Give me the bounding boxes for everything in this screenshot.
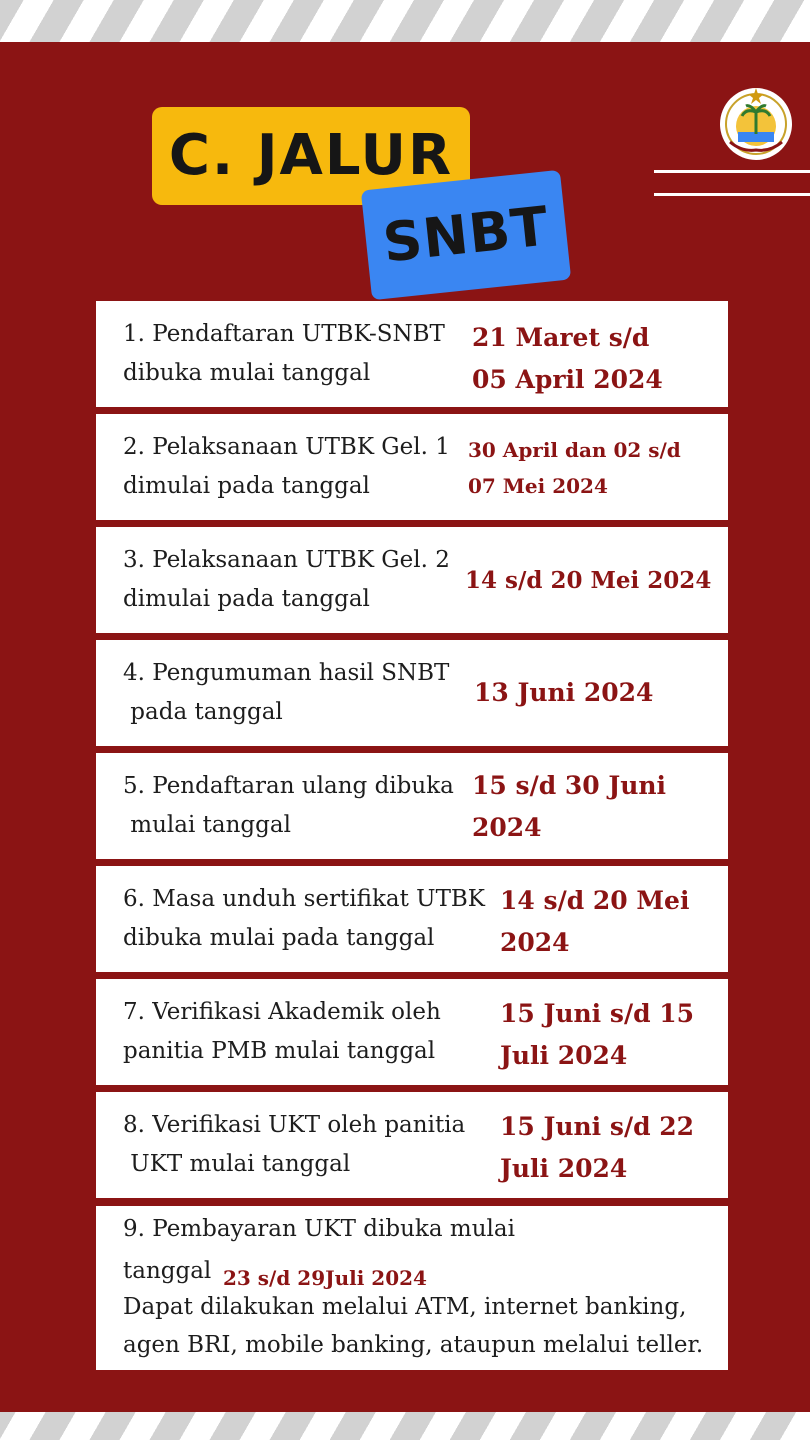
payment-note-line1: Dapat dilakukan melalui ATM, internet banking, bbox=[123, 1294, 687, 1320]
schedule-row-9 bbox=[96, 1206, 728, 1370]
row-label: 1. Pendaftaran UTBK-SNBT dibuka mulai tanggal bbox=[123, 321, 445, 386]
row-date: 13 Juni 2024 bbox=[474, 678, 654, 707]
title-jalur: C. JALUR bbox=[152, 107, 470, 205]
row-label: 8. Verifikasi UKT oleh panitia UKT mulai tanggal bbox=[123, 1112, 466, 1177]
top-stripe-border bbox=[0, 0, 810, 42]
schedule-row-8 bbox=[96, 1092, 728, 1198]
schedule-row-5 bbox=[96, 753, 728, 859]
payment-note-line2: agen BRI, mobile banking, ataupun melalui teller. bbox=[123, 1332, 704, 1358]
row-label-line1: 9. Pembayaran UKT dibuka mulai bbox=[123, 1216, 515, 1242]
schedule-row-1 bbox=[96, 301, 728, 407]
title-snbt: SNBT bbox=[361, 170, 571, 300]
university-emblem-icon bbox=[716, 82, 796, 162]
row-date: 15 s/d 30 Juni 2024 bbox=[472, 771, 667, 842]
schedule-row-3 bbox=[96, 527, 728, 633]
row-date: 23 s/d 29Juli 2024 bbox=[223, 1266, 427, 1290]
schedule-row-2 bbox=[96, 414, 728, 520]
row-date: 14 s/d 20 Mei 2024 bbox=[465, 567, 712, 594]
schedule-row-6 bbox=[96, 866, 728, 972]
row-date: 14 s/d 20 Mei 2024 bbox=[500, 886, 690, 957]
row-date: 30 April dan 02 s/d 07 Mei 2024 bbox=[468, 438, 681, 498]
decorative-line bbox=[654, 193, 810, 196]
row-date: 21 Maret s/d 05 April 2024 bbox=[472, 323, 663, 394]
schedule-row-7 bbox=[96, 979, 728, 1085]
bottom-stripe-border bbox=[0, 1412, 810, 1440]
decorative-line bbox=[654, 170, 810, 173]
row-label-line2: tanggal bbox=[123, 1258, 212, 1284]
row-label: 6. Masa unduh sertifikat UTBK dibuka mulai pada tanggal bbox=[123, 886, 485, 951]
row-date: 15 Juni s/d 22 Juli 2024 bbox=[500, 1112, 695, 1183]
row-label: 7. Verifikasi Akademik oleh panitia PMB mulai tanggal bbox=[123, 999, 441, 1064]
row-label: 2. Pelaksanaan UTBK Gel. 1 dimulai pada tanggal bbox=[123, 434, 450, 499]
schedule-row-4 bbox=[96, 640, 728, 746]
row-date: 15 Juni s/d 15 Juli 2024 bbox=[500, 999, 695, 1070]
row-label: 3. Pelaksanaan UTBK Gel. 2 dimulai pada tanggal bbox=[123, 547, 450, 612]
row-label: 4. Pengumuman hasil SNBT pada tanggal bbox=[123, 660, 450, 725]
row-label: 5. Pendaftaran ulang dibuka mulai tanggal bbox=[123, 773, 454, 838]
